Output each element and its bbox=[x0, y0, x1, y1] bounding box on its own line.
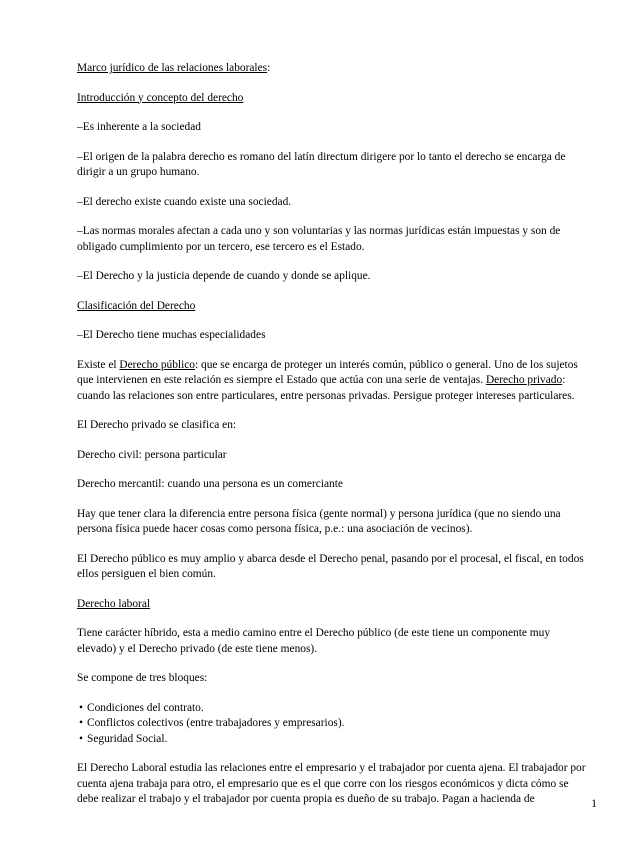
document-page bbox=[77, 61, 592, 808]
list-item-text: Conflictos colectivos (entre trabajadores y empresarios). bbox=[87, 717, 345, 729]
term-derecho-publico: Derecho público bbox=[119, 358, 195, 371]
bullet-list bbox=[77, 701, 592, 748]
text-run: : que se encarga de proteger un interés común, público o general. Uno de los sujetos que intervienen en este relación es siempre el Estado que actúa con una serie de ventajas. bbox=[77, 358, 578, 386]
paragraph: –El Derecho y la justicia depende de cuando y donde se aplique. bbox=[77, 270, 371, 282]
list-item bbox=[77, 732, 592, 748]
list-item-text: Seguridad Social. bbox=[87, 732, 168, 745]
paragraph: –El Derecho tiene muchas especialidades bbox=[77, 329, 266, 341]
paragraph: Derecho mercantil: cuando una persona es un comerciante bbox=[77, 478, 343, 490]
paragraph: –El origen de la palabra derecho es romano del latín directum dirigere por lo tanto el derecho se encarga de dirigir a un grupo humano. bbox=[77, 150, 566, 178]
bullet-icon: • bbox=[79, 732, 83, 745]
text-run: : cuando las relaciones son entre particulares, entre personas privadas. Persigue proteger intereses particulares. bbox=[77, 374, 575, 402]
paragraph: Derecho civil: persona particular bbox=[77, 448, 227, 461]
bullet-icon: • bbox=[79, 717, 83, 729]
section-heading-introduccion bbox=[77, 91, 592, 107]
list-item bbox=[77, 701, 592, 717]
page-number: 1 bbox=[591, 798, 597, 810]
paragraph: Hay que tener clara la diferencia entre persona física (gente normal) y persona jurídica (que no siendo una persona física puede hacer cosas como persona física, p.e.: una asociación de vecinos). bbox=[77, 507, 561, 535]
title-suffix: : bbox=[267, 62, 271, 74]
paragraph: El Derecho Laboral estudia las relaciones entre el empresario y el trabajador por cuenta ajena. El trabajador por cuenta ajena trabaja para otro, el empresario que es el que corre con los riesgos económicos y dicta cómo se debe realizar el trabajo y el trabajador por cuenta propia es dueño de su trabajo. Pagan a hacienda de bbox=[77, 762, 586, 805]
section-heading-text: Introducción y concepto del derecho bbox=[77, 91, 244, 104]
document-title bbox=[77, 61, 592, 77]
section-heading-clasificacion bbox=[77, 299, 592, 315]
paragraph: –Es inherente a la sociedad bbox=[77, 121, 201, 133]
section-heading-text: Derecho laboral bbox=[77, 597, 151, 610]
paragraph: Tiene carácter híbrido, esta a medio camino entre el Derecho público (de este tiene un componente muy elevado) y el Derecho privado (de este tiene menos). bbox=[77, 627, 551, 655]
paragraph-derecho-publico-privado bbox=[77, 358, 592, 405]
paragraph: –Las normas morales afectan a cada uno y son voluntarias y las normas jurídicas están impuestas y son de obligado cumplimiento por un tercero, ese tercero es el Estado. bbox=[77, 225, 561, 253]
list-item-text: Condiciones del contrato. bbox=[87, 701, 204, 714]
text-run: Existe el bbox=[77, 358, 120, 371]
section-heading-derecho-laboral bbox=[77, 597, 592, 613]
bullet-icon: • bbox=[79, 701, 83, 714]
paragraph: Se compone de tres bloques: bbox=[77, 672, 208, 684]
list-item bbox=[77, 716, 592, 732]
paragraph: El Derecho privado se clasifica en: bbox=[77, 419, 237, 431]
section-heading-text: Clasificación del Derecho bbox=[77, 299, 196, 312]
term-derecho-privado: Derecho privado bbox=[485, 374, 563, 386]
title-text: Marco jurídico de las relaciones laborales bbox=[77, 62, 268, 74]
paragraph: –El derecho existe cuando existe una sociedad. bbox=[77, 195, 292, 208]
paragraph: El Derecho público es muy amplio y abarca desde el Derecho penal, pasando por el procesal, el fiscal, en todos ellos persiguen el bien común. bbox=[77, 552, 584, 580]
